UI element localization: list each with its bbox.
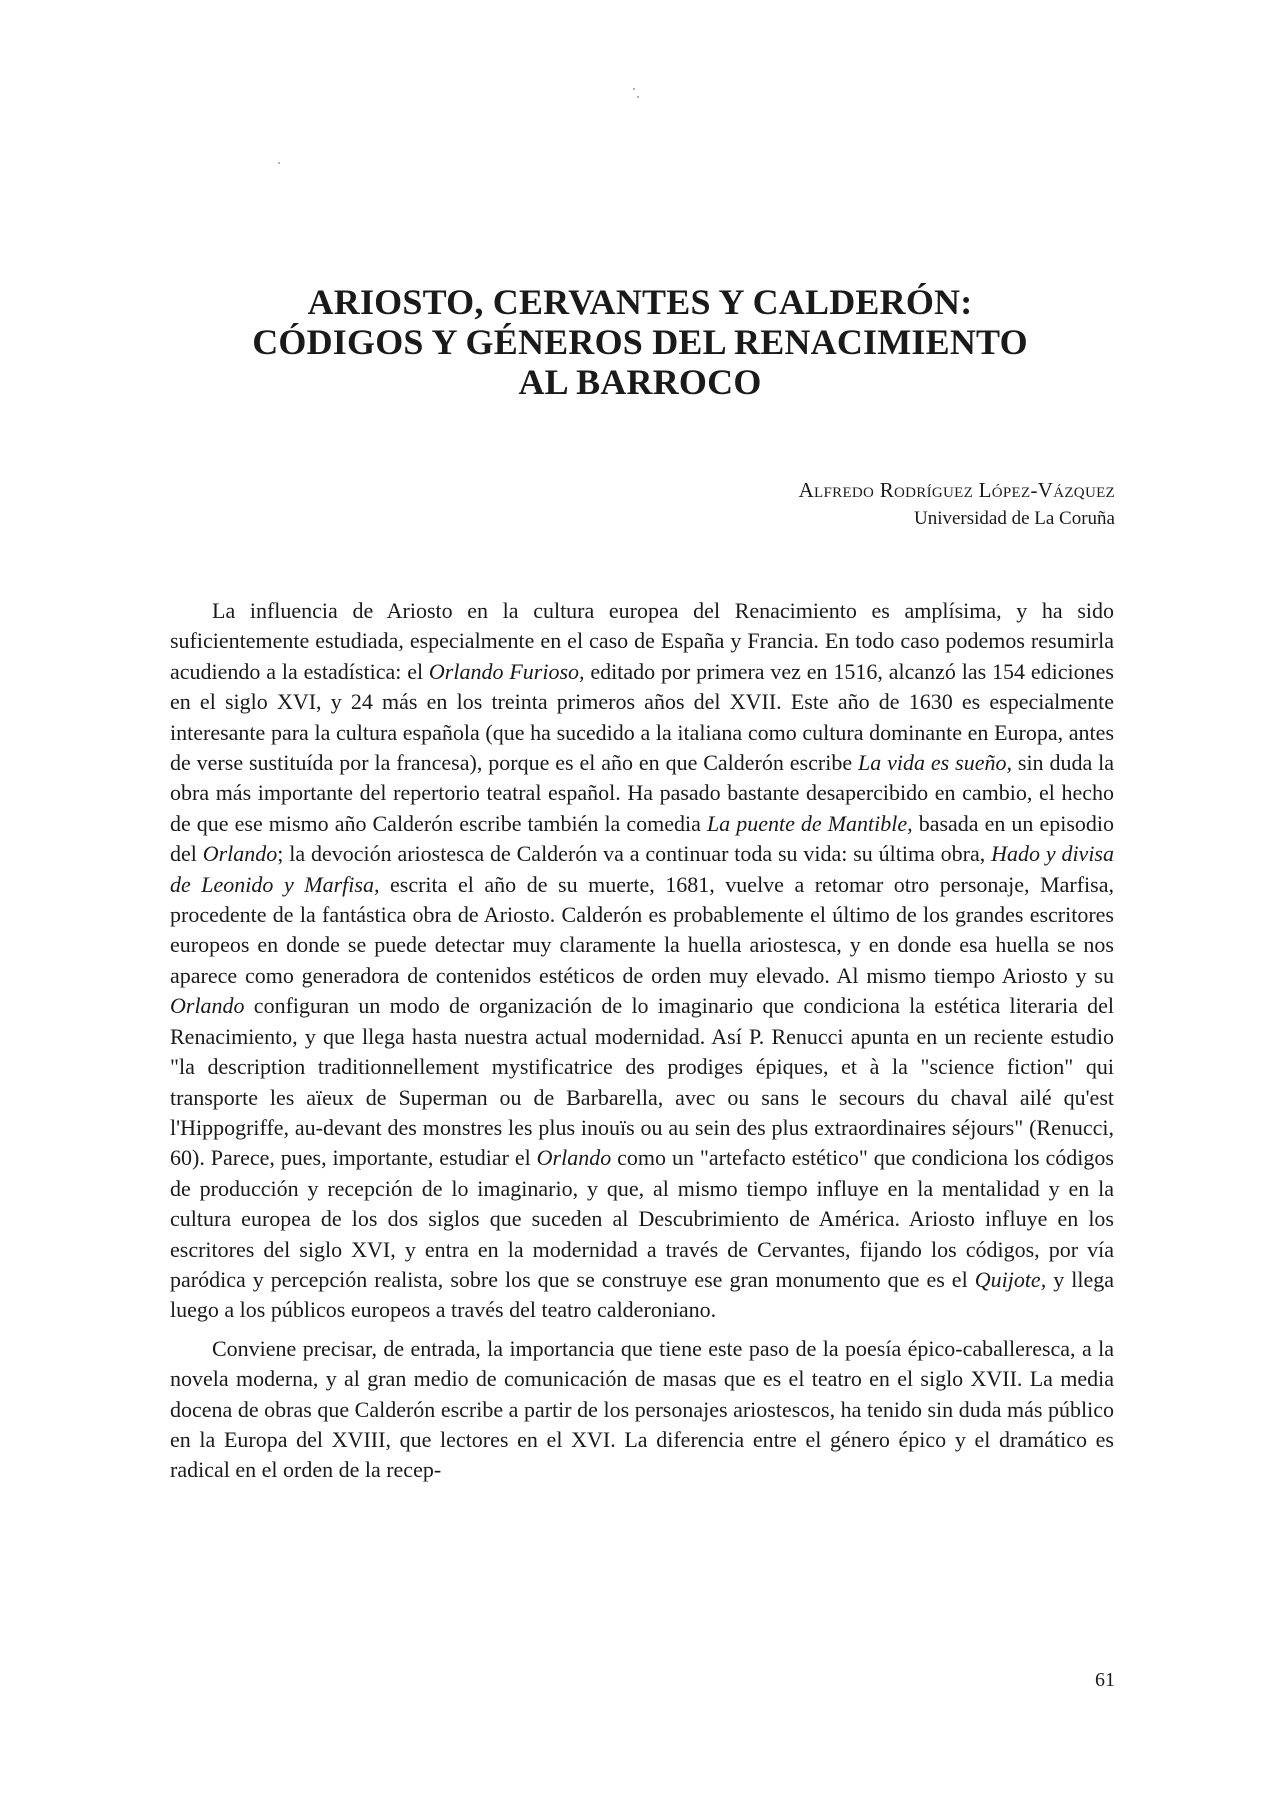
italic-title: Quijote,	[974, 1266, 1047, 1292]
body-paragraph	[170, 1334, 1114, 1486]
title-line-1: ARIOSTO, CERVANTES Y CALDERÓN:	[307, 282, 973, 322]
text-run: y llega luego a los públicos europeos a través del teatro calderoniano.	[170, 1266, 1114, 1323]
italic-title: Hado y divisa de Leonido y Marfisa,	[170, 841, 1114, 897]
text-run: escrita el año de su muerte, 1681, vuelve a retomar otro personaje, Marfisa, procedente de la fantástica obra de Ariosto. Calderón es probablemente el último de los grandes escritores europeos en donde se puede detectar muy claramente la huella ariostesca, y en donde esa huella se nos aparece como generadora de contenidos estéticos de orden muy elevado. Al mismo tiempo Ariosto y su	[170, 871, 1114, 988]
text-run: editado por primera vez en 1516, alcanzó las 154 ediciones en el siglo XVI, y 24 más en los treinta primeros años del XVII. Este año de 1630 es especialmente interesante para la cultura española (que ha sucedido a la italiana como cultura dominante en Europa, antes de verse sustituída por la francesa), porque es el año en que Calderón escribe	[170, 658, 1114, 776]
page-number: 61	[1095, 1669, 1115, 1691]
text-run: ; la devoción ariostesca de Calderón va a continuar toda su vida: su última obra,	[277, 841, 992, 867]
body-paragraph	[170, 596, 1114, 1326]
text-run: basada en un episodio del	[170, 810, 1115, 867]
scan-speck	[278, 162, 280, 164]
scan-speck	[637, 96, 639, 98]
article-title	[240, 282, 1040, 402]
scan-speck	[633, 88, 635, 90]
italic-title: Orlando	[536, 1145, 612, 1171]
text-run: Conviene precisar, de entrada, la importancia que tiene este paso de la poesía épico-caballeresca, a la novela moderna, y al gran medio de comunicación de masas que es el teatro en el siglo XVII. La media docena de obras que Calderón escribe a partir de los personajes ariostescos, ha tenido sin duda más público en la Europa del XVIII, que lectores en el XVI. La diferencia entre el género épico y el dramático es radical en el orden de la recep-	[170, 1335, 1114, 1483]
italic-title: La puente de Mantible,	[706, 810, 913, 836]
italic-title: Orlando	[202, 841, 278, 867]
title-line-3: AL BARROCO	[518, 362, 762, 402]
text-run: configuran un modo de organización de lo imaginario que condiciona la estética literaria del Renacimiento, y que llega hasta nuestra actual modernidad. Así P. Renucci apunta en un reciente estudio "la description traditionnellement mystificatrice des prodiges épiques, et à la "science fiction" qui transporte les aïeux de Superman ou de Barbarella, avec ou sans le secours du chaval ailé qu'est l'Hippogriffe, au-devant des monstres les plus inouïs ou au sein des plus extraordinaires séjours" (Renucci, 60). Parece, pues, importante, estudiar el	[170, 993, 1114, 1171]
text-run: La influencia de Ariosto en la cultura europea del Renacimiento es amplísima, y ha sido suficientemente estudiada, especialmente en el caso de España y Francia. En todo caso podemos resumirla acudiendo a la estadística: el	[170, 598, 1114, 684]
author-name: Alfredo Rodríguez López-Vázquez	[798, 478, 1115, 502]
article-body	[170, 596, 1114, 1486]
italic-title: Orlando	[170, 993, 245, 1019]
text-run: como un "artefacto estético" que condiciona los códigos de producción y recepción de lo imaginario, y que, al mismo tiempo influye en la mentalidad y en la cultura europea de los dos siglos que suceden al Descubrimiento de América. Ariosto influye en los escritores del siglo XVI, y entra en la modernidad a través de Cervantes, fijando los códigos, por vía paródica y percepción realista, sobre los que se construye ese gran monumento que es el	[170, 1145, 1114, 1292]
text-run: sin duda la obra más importante del repertorio teatral español. Ha pasado bastante desapercibido en cambio, el hecho de que ese mismo año Calderón escribe también la comedia	[170, 750, 1115, 836]
author-block	[799, 475, 1115, 533]
italic-title: Orlando Furioso,	[428, 658, 585, 684]
author-affiliation: Universidad de La Coruña	[913, 508, 1115, 529]
title-line-2: CÓDIGOS Y GÉNEROS DEL RENACIMIENTO	[252, 322, 1028, 362]
italic-title: La vida es sueño,	[858, 750, 1012, 776]
